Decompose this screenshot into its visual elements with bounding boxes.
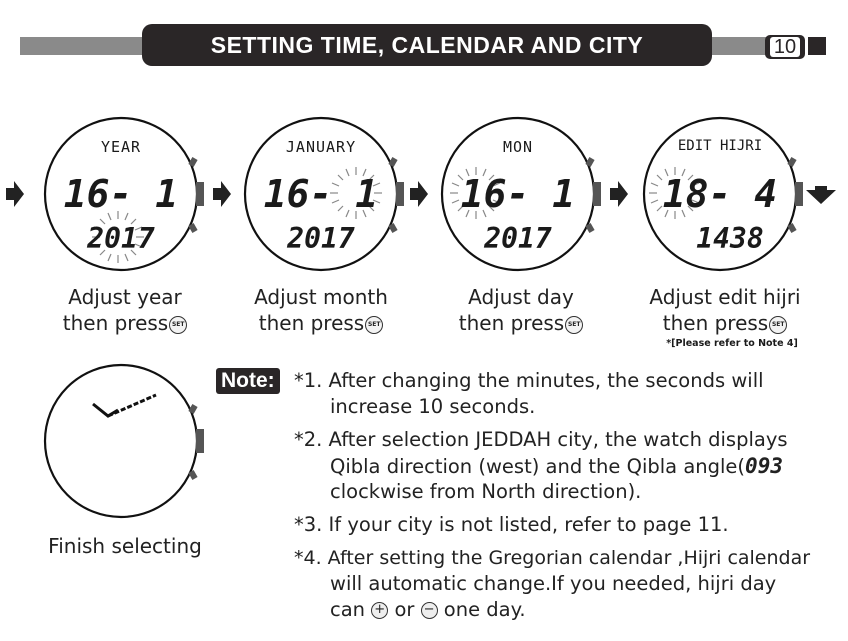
note-3: *3. If your city is not listed, refer to page 11. <box>294 513 729 536</box>
watch-face-finish <box>45 365 204 517</box>
note-4-line-2: will automatic change.If you needed, hijri day <box>330 572 777 595</box>
note-2-line-1: *2. After selection JEDDAH city, the watch displays <box>294 428 788 451</box>
watch-2-sub-digits: 2017 <box>287 222 355 255</box>
watch-2-main-digits: 16- 1 <box>263 172 379 216</box>
watch-3-main-digits: 16- 1 <box>460 172 576 216</box>
set-button-icon: SET <box>169 316 187 334</box>
watch-3-top-label: MON <box>502 138 534 156</box>
page-number: 10 <box>765 35 805 59</box>
caption-month: Adjust month then press SET <box>254 285 388 335</box>
caption-hijri: Adjust edit hijri then press SET <box>649 285 801 335</box>
watch-1-main-digits: 16- 1 <box>63 172 179 216</box>
note-4-line-3: can + or − one day. <box>330 598 526 621</box>
caption-year: Adjust year then press SET <box>40 284 210 336</box>
finish-caption: Finish selecting <box>48 534 202 558</box>
watch-1-sub-digits: 2017 <box>87 222 155 255</box>
minus-button-icon: − <box>421 602 438 619</box>
note-2-line-3: clockwise from North direction). <box>330 480 642 503</box>
caption-day: Adjust day then press SET <box>436 284 606 336</box>
set-button-icon: SET <box>769 316 787 334</box>
note-1-line-1: *1. After changing the minutes, the seconds will <box>294 369 764 392</box>
watch-2-top-label: JANUARY <box>285 138 357 156</box>
watch-3-sub-digits: 2017 <box>484 222 552 255</box>
note-4-line-1: *4. After setting the Gregorian calendar ,Hijri calendar <box>294 547 811 569</box>
set-button-icon: SET <box>565 316 583 334</box>
note-badge: Note: <box>216 368 280 394</box>
note-1-line-2: increase 10 seconds. <box>330 395 536 418</box>
watch-4-sub-digits: 1438 <box>696 222 764 255</box>
qibla-angle-digits: 093 <box>745 454 783 478</box>
watch-4-main-digits: 18- 4 <box>662 172 778 216</box>
watch-4-top-label: EDIT HIJRI <box>677 138 763 154</box>
page-title: SETTING TIME, CALENDAR AND CITY <box>142 24 712 66</box>
note-2-line-2: Qibla direction (west) and the Qibla angle(093 <box>330 454 783 478</box>
plus-button-icon: + <box>371 602 388 619</box>
reference-note: *[Please refer to Note 4] <box>666 338 798 349</box>
set-button-icon: SET <box>365 316 383 334</box>
watch-1-top-label: YEAR <box>100 138 142 156</box>
